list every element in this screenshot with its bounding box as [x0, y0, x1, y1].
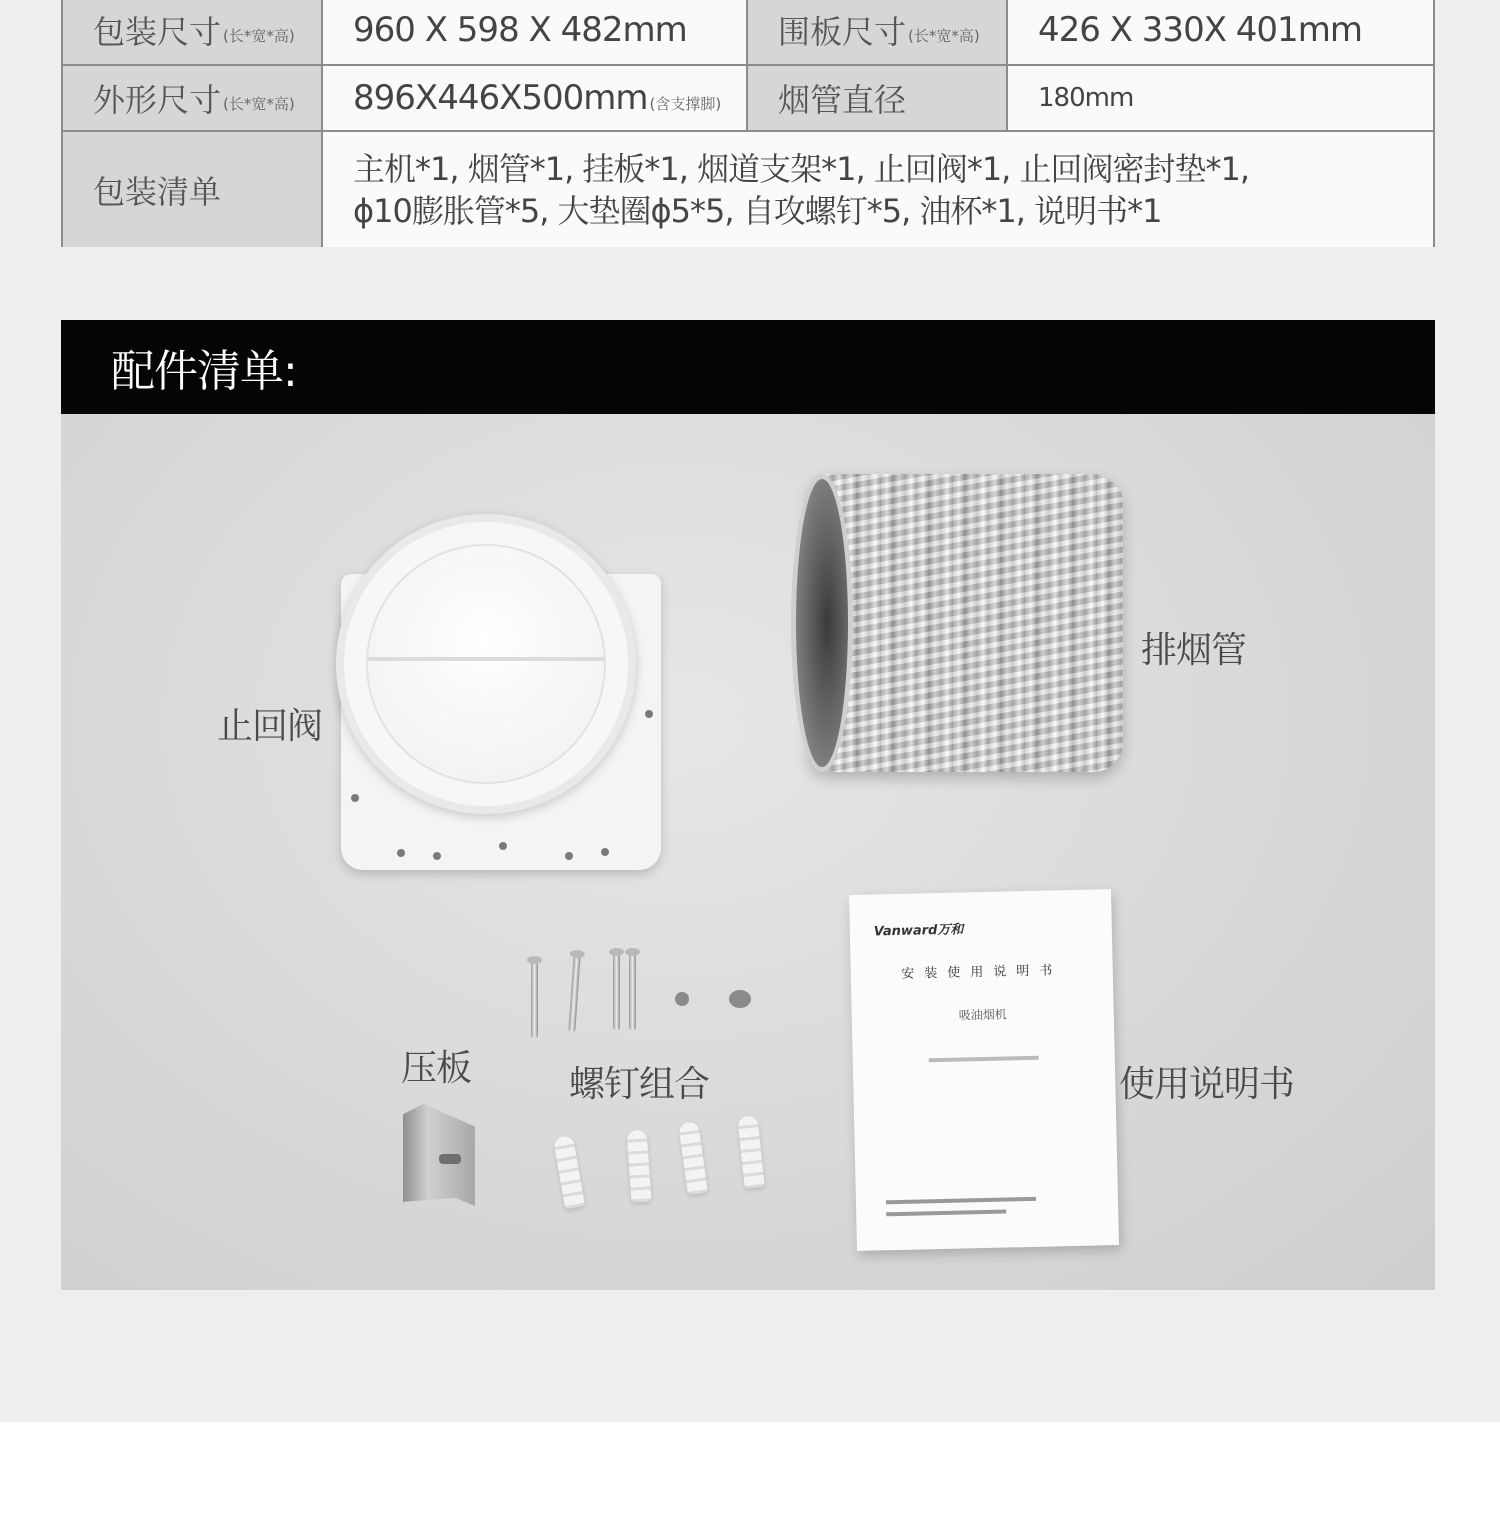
valve-hole: [351, 794, 359, 802]
valve-hole: [499, 842, 507, 850]
pressure-plate-slot: [439, 1154, 461, 1164]
outer-size-label-text: 外形尺寸: [93, 81, 222, 119]
small-screw: [729, 990, 751, 1008]
valve-hole: [601, 848, 609, 856]
label-exhaust-pipe: 排烟管: [1141, 630, 1247, 671]
package-size-label: [63, 0, 323, 64]
package-list-line-1: 主机*1, 烟管*1, 挂板*1, 烟道支架*1, 止回阀*1, 止回阀密封垫*1,: [353, 149, 1250, 188]
manual-footer-line: [886, 1210, 1006, 1217]
outer-size-value: [323, 66, 748, 130]
manual-subtitle: 吸油烟机: [958, 1007, 1007, 1023]
package-size-value: 960 X 598 X 482mm: [323, 0, 748, 64]
outer-size-value-text: 896X446X500mm: [353, 78, 648, 118]
screw: [613, 952, 620, 1030]
screw: [629, 952, 636, 1030]
pipe-diameter-value: [1008, 66, 1433, 130]
check-valve-hinge: [368, 657, 604, 661]
exhaust-pipe-foil: [809, 474, 1123, 772]
package-list-line-2: ϕ10膨胀管*5, 大垫圈ϕ5*5, 自攻螺钉*5, 油杯*1, 说明书*1: [353, 191, 1162, 230]
valve-hole: [433, 852, 441, 860]
panel-size-label-note: (长*宽*高): [908, 26, 980, 45]
valve-hole: [645, 710, 653, 718]
spec-row-package-size: [63, 0, 1433, 66]
expansion-anchor: [737, 1115, 764, 1189]
expansion-anchor: [553, 1135, 585, 1209]
package-list-value: [323, 132, 1433, 247]
spec-row-package-list: [63, 132, 1433, 247]
expansion-anchor: [627, 1129, 652, 1202]
package-size-label-text: 包装尺寸: [93, 13, 222, 51]
label-check-valve: 止回阀: [217, 706, 323, 747]
screw: [531, 960, 538, 1038]
spec-table: [61, 0, 1435, 247]
label-pressure-plate: 压板: [401, 1048, 472, 1089]
label-screw-set: 螺钉组合: [569, 1064, 710, 1105]
valve-hole: [565, 852, 573, 860]
expansion-anchor: [678, 1121, 708, 1195]
accessories-header: [61, 320, 1435, 414]
outer-size-label-note: (长*宽*高): [223, 94, 295, 113]
accessories-title: 配件清单:: [111, 346, 297, 397]
accessories-photo: [61, 414, 1435, 1290]
pipe-diameter-value-text: 180mm: [1038, 83, 1134, 113]
instruction-manual: [849, 889, 1119, 1251]
manual-footer-line: [886, 1197, 1036, 1204]
spec-row-outer-size: [63, 66, 1433, 132]
valve-hole: [397, 849, 405, 857]
exhaust-pipe-opening: [791, 474, 853, 772]
package-size-label-note: (长*宽*高): [223, 26, 295, 45]
manual-model-line: [929, 1056, 1039, 1062]
pipe-diameter-label: 烟管直径: [748, 66, 1008, 130]
panel-size-value: 426 X 330X 401mm: [1008, 0, 1433, 64]
manual-title: 安装使用说明书: [901, 963, 1063, 982]
screw: [568, 954, 580, 1032]
label-manual: 使用说明书: [1119, 1064, 1295, 1105]
outer-size-label: [63, 66, 323, 130]
outer-size-value-note: (含支撑脚): [649, 94, 722, 113]
package-list-label: 包装清单: [63, 132, 323, 247]
check-valve-flap: [366, 544, 606, 784]
exhaust-pipe: [809, 474, 1123, 772]
panel-size-label: [748, 0, 1008, 64]
panel-size-label-text: 围板尺寸: [778, 13, 907, 51]
manual-brand: Vanward万和: [873, 922, 964, 940]
small-screw: [675, 992, 689, 1006]
check-valve-ring: [336, 514, 636, 814]
